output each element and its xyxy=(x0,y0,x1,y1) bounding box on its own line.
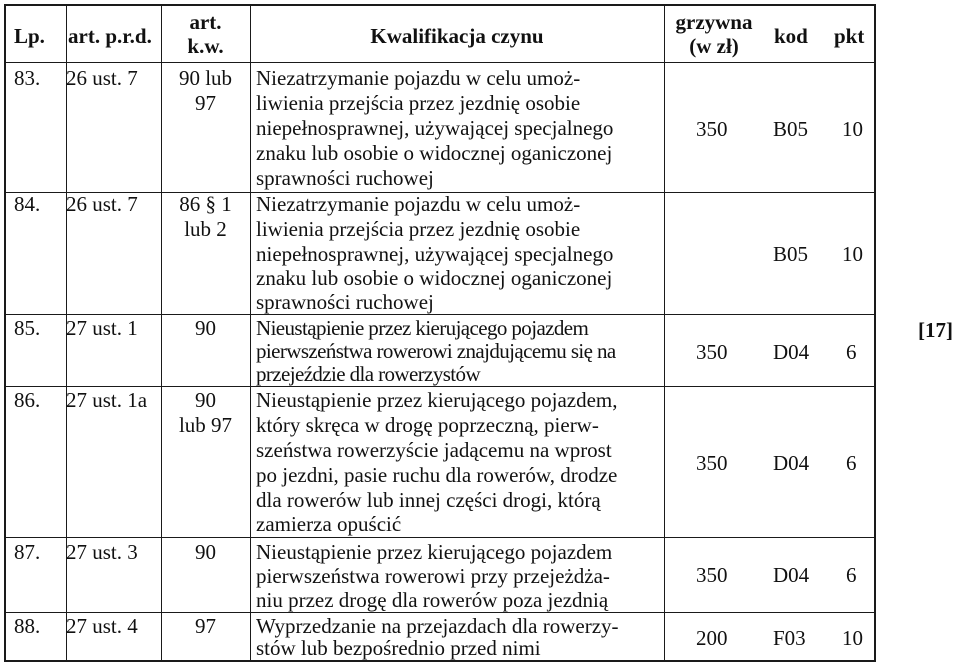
row-86-grzywna: 350 xyxy=(696,451,728,475)
row-85-desc-3: przejeździe dla rowerzystów xyxy=(256,362,481,386)
row-86-desc-5: dla rowerów lub innej części drogi, którą xyxy=(256,488,601,512)
col-divider xyxy=(664,6,665,660)
header-art-kw-2: k.w. xyxy=(187,34,224,58)
row-divider xyxy=(6,537,874,538)
row-84-pkt: 10 xyxy=(842,242,863,266)
row-83-lp: 83. xyxy=(14,66,41,90)
row-87-art-prd: 27 ust. 3 xyxy=(66,540,138,564)
row-85-grzywna: 350 xyxy=(696,340,728,364)
row-85-lp: 85. xyxy=(14,316,41,340)
row-88-art-prd: 27 ust. 4 xyxy=(66,614,138,638)
row-86-desc-1: Nieustąpienie przez kierującego pojazdem, xyxy=(256,388,618,412)
row-84-kod: B05 xyxy=(773,242,809,266)
row-84-desc-5: sprawności ruchowej xyxy=(256,290,434,314)
row-84-desc-4: znaku lub osobie o widocznej oganiczonej xyxy=(256,266,613,290)
row-83-desc-2: liwienia przejścia przez jezdnię osobie xyxy=(256,91,581,115)
header-grzywna-2: (w zł) xyxy=(689,34,739,58)
row-85-pkt: 6 xyxy=(846,340,857,364)
row-88-pkt: 10 xyxy=(842,626,863,650)
row-87-grzywna: 350 xyxy=(696,563,728,587)
side-note: [17] xyxy=(918,318,953,342)
row-86-desc-4: po jezdni, pasie ruchu dla rowerów, drodze xyxy=(256,463,618,487)
row-87-pkt: 6 xyxy=(846,563,857,587)
row-83-desc-4: znaku lub osobie o widocznej oganiczonej xyxy=(256,141,613,165)
row-86-lp: 86. xyxy=(14,388,41,412)
row-84-desc-1: Niezatrzymanie pojazdu w celu umoż- xyxy=(256,192,581,216)
row-85-desc-2: pierwszeństwa rowerowi znajdującemu się na xyxy=(256,339,616,363)
row-85-desc-1: Nieustąpienie przez kierującego pojazdem xyxy=(256,316,589,340)
row-86-desc-2: który skręca w drogę poprzeczną, pierw- xyxy=(256,413,599,437)
row-87-lp: 87. xyxy=(14,540,41,564)
header-pkt: pkt xyxy=(834,24,865,48)
row-86-kod: D04 xyxy=(773,451,810,475)
row-87-art-kw: 90 xyxy=(195,540,216,564)
header-art-kw-1: art. xyxy=(189,10,222,34)
header-lp: Lp. xyxy=(14,24,45,48)
row-84-desc-2: liwienia przejścia przez jezdnię osobie xyxy=(256,217,581,241)
row-83-grzywna: 350 xyxy=(696,117,728,141)
row-87-desc-1: Nieustąpienie przez kierującego pojazdem xyxy=(256,540,613,564)
row-85-art-kw: 90 xyxy=(195,316,216,340)
row-86-desc-3: szeństwa rowerzyście jadącemu na wprost xyxy=(256,438,612,462)
row-83-desc-5: sprawności ruchowej xyxy=(256,166,434,190)
row-85-kod: D04 xyxy=(773,340,810,364)
row-83-kod: B05 xyxy=(773,117,809,141)
header-kwalifikacja: Kwalifikacja czynu xyxy=(370,24,544,48)
header-art-prd: art. p.r.d. xyxy=(68,24,152,48)
row-86-art-prd: 27 ust. 1a xyxy=(66,388,148,412)
row-86-pkt: 6 xyxy=(846,451,857,475)
row-88-desc-2: stów lub bezpośrednio przed nimi xyxy=(256,636,541,660)
row-88-kod: F03 xyxy=(773,626,806,650)
row-83-art-kw-1: 90 lub xyxy=(178,66,233,90)
row-83-pkt: 10 xyxy=(842,117,863,141)
col-divider xyxy=(250,6,251,660)
row-88-desc-1: Wyprzedzanie na przejazdach dla rowerzy- xyxy=(256,614,619,638)
row-87-kod: D04 xyxy=(773,563,810,587)
row-84-desc-3: niepełnosprawnej, używającej specjalnego xyxy=(256,242,614,266)
row-86-art-kw-2: lub 97 xyxy=(178,413,233,437)
row-85-art-prd: 27 ust. 1 xyxy=(66,316,138,340)
row-83-desc-1: Niezatrzymanie pojazdu w celu umoż- xyxy=(256,66,581,90)
row-83-art-prd: 26 ust. 7 xyxy=(66,66,138,90)
row-86-desc-6: zamierza opuścić xyxy=(256,512,402,536)
row-87-desc-3: niu przez drogę dla rowerów poza jezdnią xyxy=(256,588,609,612)
fines-table xyxy=(4,4,876,662)
row-divider xyxy=(6,314,874,315)
row-83-art-kw-2: 97 xyxy=(195,91,216,115)
row-84-lp: 84. xyxy=(14,192,41,216)
row-88-lp: 88. xyxy=(14,614,41,638)
header-grzywna-1: grzywna xyxy=(675,10,753,34)
row-83-desc-3: niepełnosprawnej, używającej specjalnego xyxy=(256,116,614,140)
header-divider xyxy=(6,62,874,63)
row-84-art-kw-1: 86 § 1 xyxy=(179,192,232,216)
row-87-desc-2: pierwszeństwa rowerowi przy przejeżdża- xyxy=(256,564,610,588)
row-88-art-kw: 97 xyxy=(195,614,216,638)
row-84-art-prd: 26 ust. 7 xyxy=(66,192,138,216)
row-86-art-kw-1: 90 xyxy=(195,388,216,412)
row-88-grzywna: 200 xyxy=(696,626,728,650)
header-kod: kod xyxy=(774,24,808,48)
row-84-art-kw-2: lub 2 xyxy=(184,217,227,241)
